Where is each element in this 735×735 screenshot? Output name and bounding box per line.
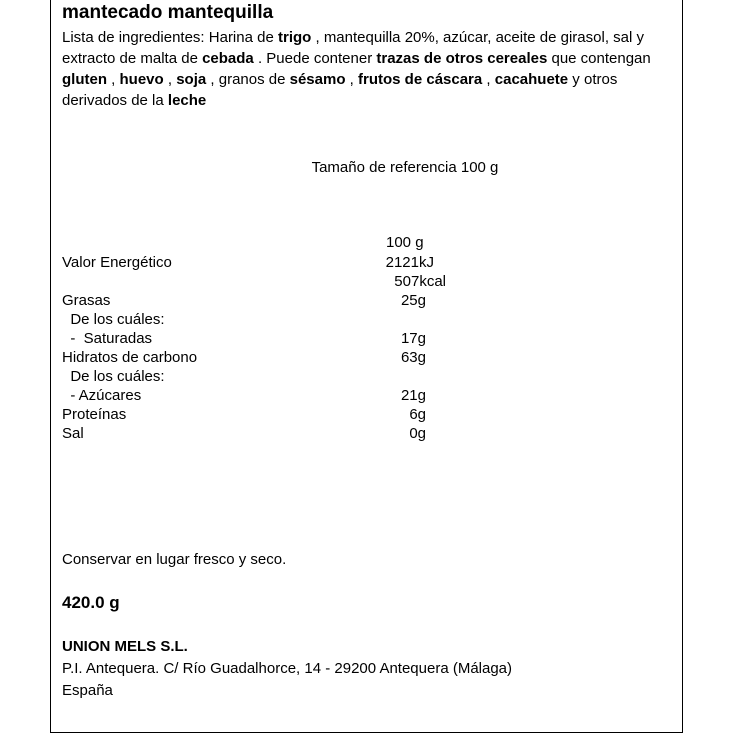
- per-100g-column-header: 100 g: [386, 234, 424, 251]
- nutrition-row-value: 6g: [409, 406, 426, 423]
- storage-instructions: Conservar en lugar fresco y seco.: [62, 551, 287, 568]
- ingredient-text: y otros derivados de la: [62, 71, 618, 109]
- nutrition-row-value: 17g: [400, 330, 426, 347]
- allergen-text: sésamo: [289, 71, 346, 88]
- ingredient-text: que contengan: [547, 50, 651, 67]
- ingredient-text: . Puede contener: [253, 50, 377, 67]
- nutrition-row-label: De los cuáles:: [62, 368, 165, 385]
- nutrition-row-label: Grasas: [62, 292, 111, 309]
- ingredient-text: ,: [482, 71, 495, 88]
- allergen-text: frutos de cáscara: [358, 71, 483, 88]
- allergen-text: leche: [167, 92, 207, 109]
- reference-size-header: Tamaño de referencia 100 g: [311, 159, 499, 176]
- allergen-text: cacahuete: [494, 71, 569, 88]
- allergen-text: gluten: [62, 71, 107, 88]
- ingredient-text: , mantequilla 20%, azúcar, aceite de girasol, sal y extracto de malta de: [62, 29, 644, 67]
- ingredients-list: [62, 27, 662, 111]
- nutrition-row-label: - Azúcares: [62, 387, 142, 404]
- energy-kcal-value: 507kcal: [394, 273, 446, 290]
- nutrition-row-label: De los cuáles:: [62, 311, 165, 328]
- allergen-text: huevo: [119, 71, 164, 88]
- product-title: mantecado mantequilla: [62, 2, 274, 23]
- allergen-text: soja: [176, 71, 207, 88]
- allergen-text: trigo: [277, 29, 312, 46]
- nutrition-row-label: - Saturadas: [62, 330, 153, 347]
- nutrition-row-value: 25g: [400, 292, 426, 309]
- energy-kj-value: 2121kJ: [385, 254, 434, 271]
- ingredient-text: ,: [107, 71, 120, 88]
- manufacturer-address: P.I. Antequera. C/ Río Guadalhorce, 14 - 29200 Antequera (Málaga): [62, 660, 513, 677]
- nutrition-row-value: 0g: [409, 425, 426, 442]
- ingredient-text: ,: [345, 71, 359, 88]
- ingredient-text: Lista de ingredientes: Harina de: [62, 29, 278, 46]
- ingredient-text: , granos de: [206, 71, 290, 88]
- nutrition-row-value: 21g: [400, 387, 426, 404]
- allergen-text: cebada: [202, 50, 254, 67]
- nutrition-row-label: Proteínas: [62, 406, 127, 423]
- manufacturer-name: UNION MELS S.L.: [62, 638, 188, 655]
- ingredient-text: ,: [163, 71, 177, 88]
- allergen-text: trazas de otros cereales: [376, 50, 548, 67]
- nutrition-row-label: Sal: [62, 425, 84, 442]
- nutrition-row-value: 63g: [400, 349, 426, 366]
- nutrition-row-label: Hidratos de carbono: [62, 349, 198, 366]
- net-weight: 420.0 g: [62, 593, 120, 612]
- manufacturer-country: España: [62, 682, 113, 699]
- energy-label: Valor Energético: [62, 254, 172, 271]
